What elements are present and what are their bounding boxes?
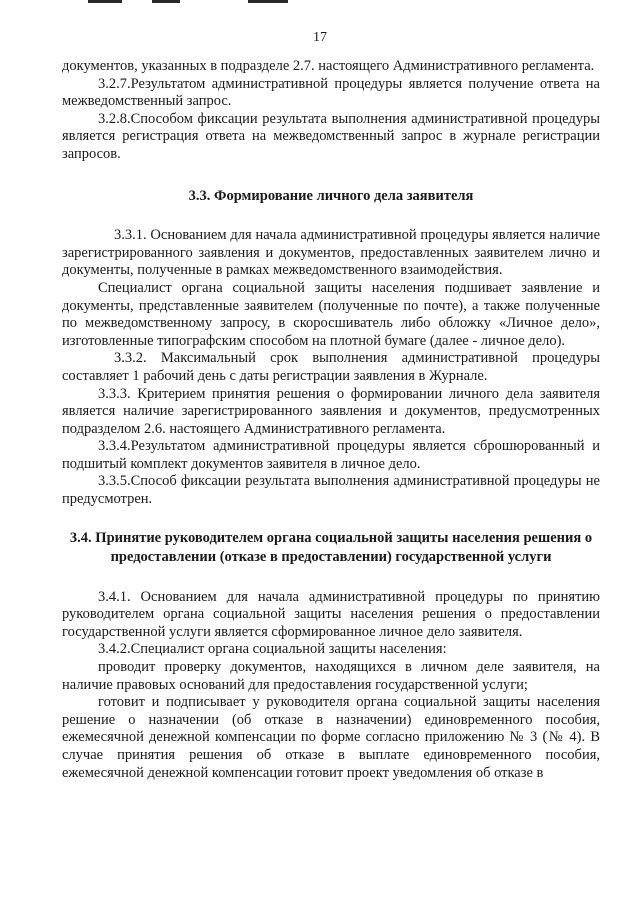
document-body <box>62 58 600 782</box>
section-heading-3-4: 3.4. Принятие руководителем органа социальной защиты населения решения о предоставлении (отказе в предоставлении) государственной услуги <box>69 529 593 565</box>
section-heading-3-3: 3.3. Формирование личного дела заявителя <box>188 187 474 204</box>
paragraph: документов, указанных в подразделе 2.7. настоящего Административного регламента. <box>62 58 595 74</box>
paragraph: 3.2.8.Способом фиксации результата выполнения административной процедуры является регистрация ответа на межведомственный запрос в журнале регистрации запросов. <box>62 110 600 162</box>
paragraph: 3.4.2.Специалист органа социальной защиты населения: <box>98 641 447 658</box>
paragraph: 3.3.5.Способ фиксации результата выполнения административной процедуры не предусмотрен. <box>62 473 600 508</box>
paragraph: 3.2.7.Результатом административной процедуры является получение ответа на межведомственный запрос. <box>62 75 600 110</box>
page-number: 17 <box>313 30 327 45</box>
paragraph: готовит и подписывает у руководителя органа социальной защиты населения решение о назначении (об отказе в назначении) единовременного пособия, ежемесячной денежной компенсации по форме согласно приложению № 3 (№ 4). В случае принятия решения об отказе в выплате единовременного пособия, ежемесячной денежной компенсации готовит проект уведомления об отказе в <box>62 694 600 781</box>
scan-mark <box>248 0 288 3</box>
paragraph: 3.3.1. Основанием для начала административной процедуры является наличие зарегистрированного заявления и документов, предоставленных заявителем лично и документы, полученные в рамках межведомственного взаимодействия. <box>62 227 600 279</box>
scan-edge-marks <box>0 0 640 8</box>
paragraph: 3.3.3. Критерием принятия решения о формировании личного дела заявителя является наличие зарегистрированного заявления и документов, предусмотренных подразделом 2.6. настоящего Административного регламента. <box>62 385 600 437</box>
paragraph: Специалист органа социальной защиты населения подшивает заявление и документы, представленные заявителем (полученные по почте), а также полученные по межведомственному запросу, в скоросшиватель либо обложку «Личное дело», изготовленные типографским способом на плотной бумаге (далее - личное дело). <box>62 279 600 349</box>
paragraph: 3.4.1. Основанием для начала административной процедуры по принятию руководителем органа социальной защиты населения решения о предоставлении государственной услуги является сформированное личное дело заявителя. <box>62 588 600 640</box>
scan-mark <box>88 0 122 3</box>
paragraph: 3.3.2. Максимальный срок выполнения административной процедуры составляет 1 рабочий день с даты регистрации заявления в Журнале. <box>62 350 600 384</box>
paragraph: проводит проверку документов, находящихся в личном деле заявителя, на наличие правовых оснований для предоставления государственной услуги; <box>62 659 600 693</box>
paragraph: 3.3.4.Результатом административной процедуры является сброшюрованный и подшитый комплект документов заявителя в личное дело. <box>62 438 600 472</box>
scan-mark <box>152 0 180 3</box>
